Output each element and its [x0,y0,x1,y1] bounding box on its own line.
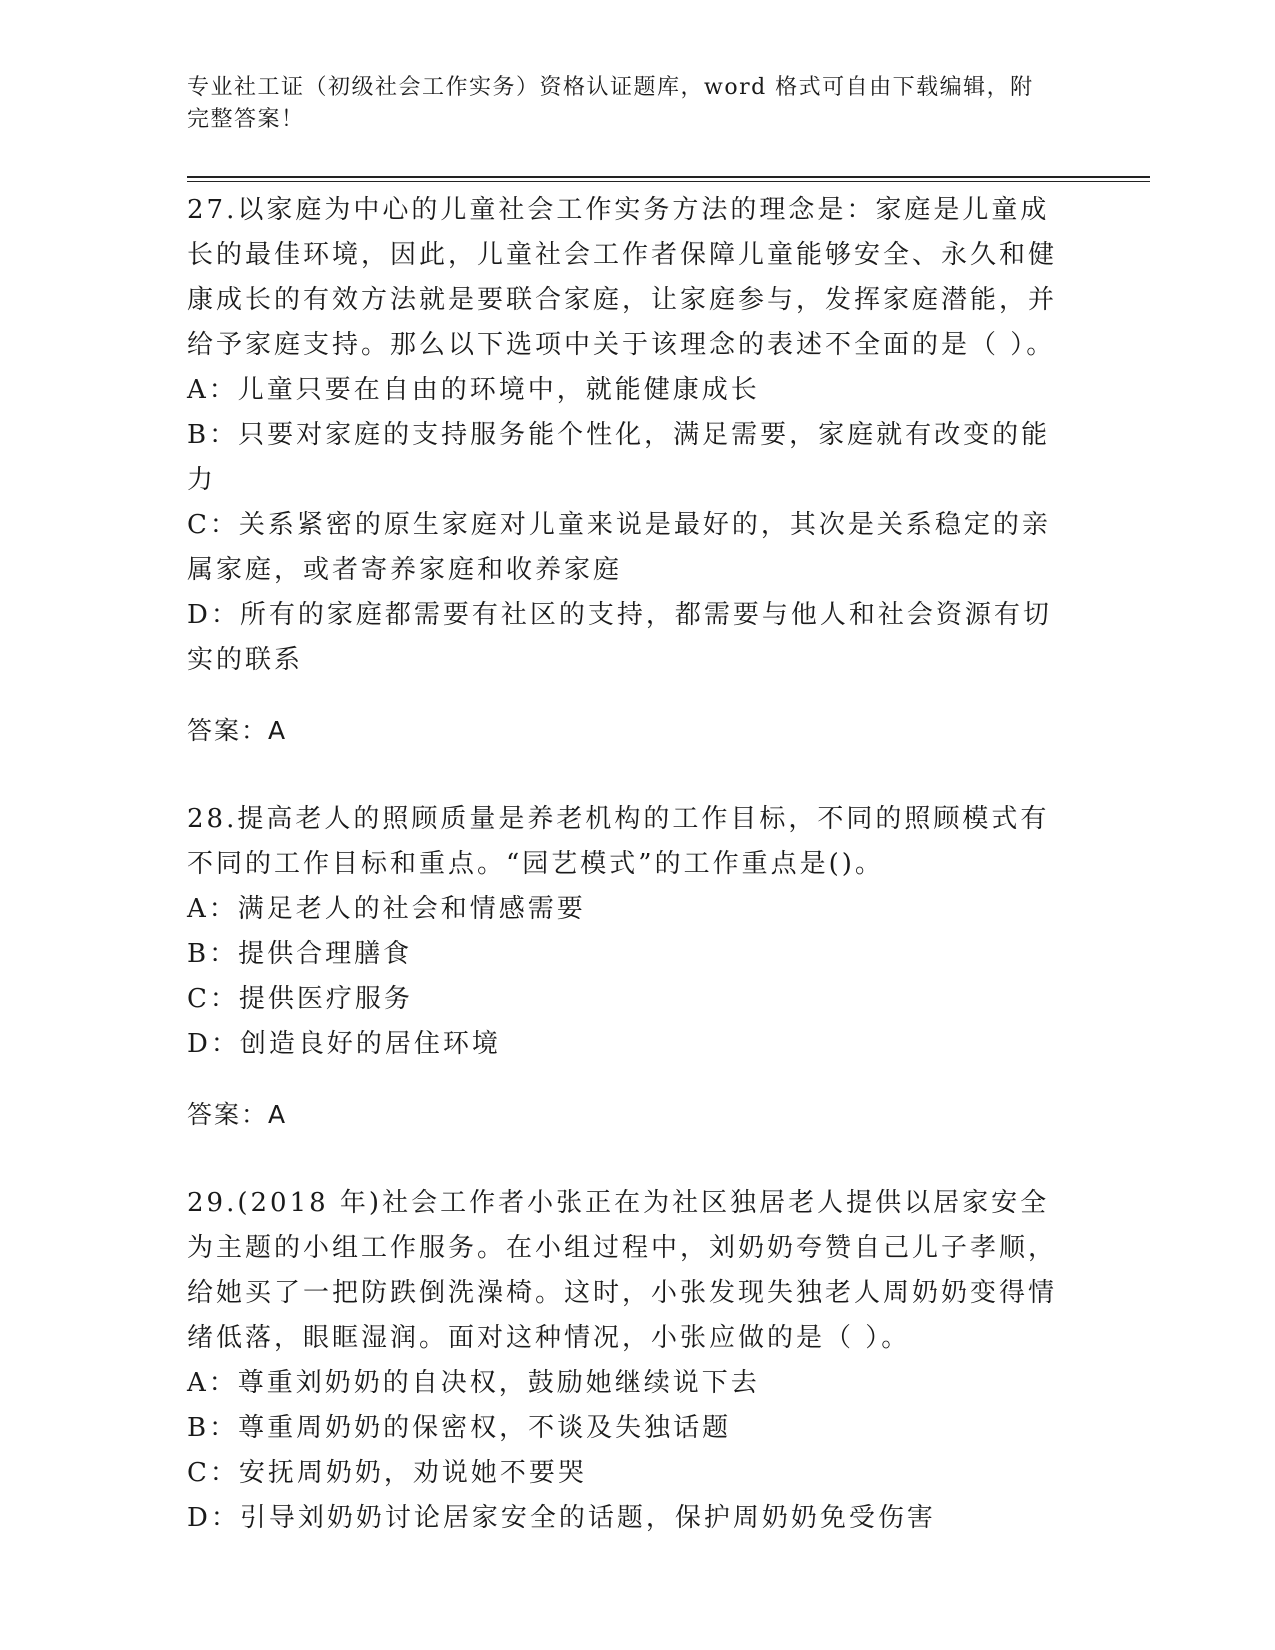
document-header: 专业社工证（初级社会工作实务）资格认证题库，word 格式可自由下载编辑，附完整答案！ [187,75,1034,132]
option-c: C：提供医疗服务 [187,984,413,1014]
option-b: B：只要对家庭的支持服务能个性化，满足需要，家庭就有改变的能力 [187,420,1051,495]
answer-line: 答案：A [187,1100,288,1129]
divider-thick-line [187,176,1150,178]
question-stem: 28.提高老人的照顾质量是养老机构的工作目标，不同的照顾模式有不同的工作目标和重点。“园艺模式”的工作重点是()。 [187,804,1050,879]
divider-thin-line [187,181,1150,182]
answer-line: 答案：A [187,716,288,745]
question-27 [187,188,1067,753]
question-29 [187,1181,1067,1541]
question-stem: 27.以家庭为中心的儿童社会工作实务方法的理念是：家庭是儿童成长的最佳环境，因此，儿童社会工作者保障儿童能够安全、永久和健康成长的有效方法就是要联合家庭，让家庭参与，发挥家庭潜能，并给予家庭支持。那么以下选项中关于该理念的表述不全面的是（ ）。 [187,195,1058,360]
option-c: C：安抚周奶奶，劝说她不要哭 [187,1458,587,1488]
question-stem: 29.(2018 年)社会工作者小张正在为社区独居老人提供以居家安全为主题的小组工作服务。在小组过程中，刘奶奶夸赞自己儿子孝顺，给她买了一把防跌倒洗澡椅。这时，小张发现失独老人周奶奶变得情绪低落，眼眶湿润。面对这种情况，小张应做的是（ ）。 [187,1188,1058,1353]
option-a: A：满足老人的社会和情感需要 [187,894,586,924]
option-a: A：儿童只要在自由的环境中，就能健康成长 [187,375,760,405]
option-b: B：提供合理膳食 [187,939,413,969]
option-c: C：关系紧密的原生家庭对儿童来说是最好的，其次是关系稳定的亲属家庭，或者寄养家庭和收养家庭 [187,510,1051,585]
header-divider [187,176,1150,182]
option-d: D：创造良好的居住环境 [187,1029,501,1059]
option-d: D：引导刘奶奶讨论居家安全的话题，保护周奶奶免受伤害 [187,1503,936,1533]
question-list [187,188,1067,1541]
option-a: A：尊重刘奶奶的自决权，鼓励她继续说下去 [187,1368,760,1398]
option-d: D：所有的家庭都需要有社区的支持，都需要与他人和社会资源有切实的联系 [187,600,1052,675]
option-b: B：尊重周奶奶的保密权，不谈及失独话题 [187,1413,732,1443]
question-28 [187,797,1067,1137]
